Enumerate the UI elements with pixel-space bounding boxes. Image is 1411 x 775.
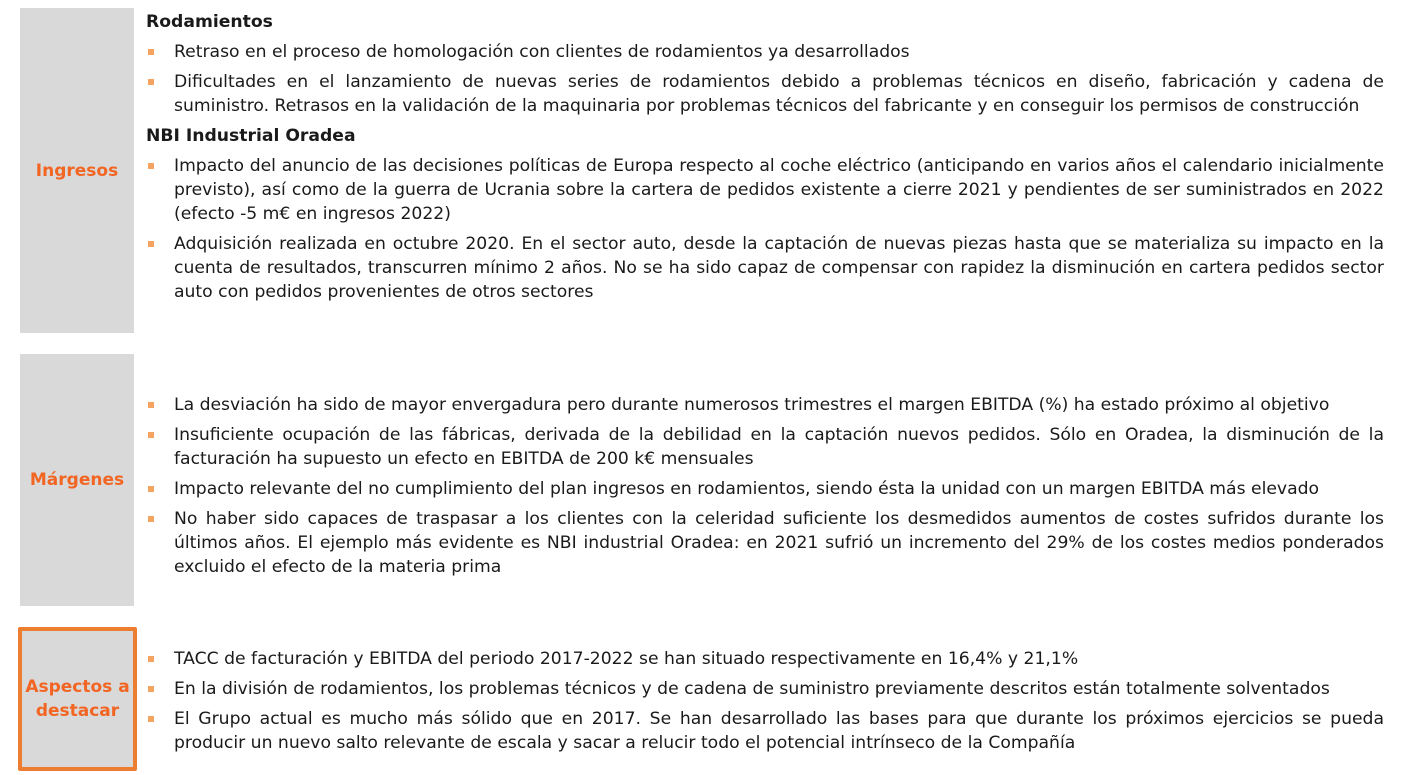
- list-item: Adquisición realizada en octubre 2020. En el sector auto, desde la captación de nuevas piezas hasta que se materializa su impacto en la cuenta de resultados, transcurren mínimo 2 años. No se ha sido capaz de compensar con rapidez la disminución en cartera pedidos sector auto con pedidos provenientes de otros sectores: [146, 232, 1384, 304]
- list-item: Insuficiente ocupación de las fábricas, derivada de la debilidad en la captación nuevos pedidos. Sólo en Oradea, la disminución de la facturación ha supuesto un efecto en EBITDA de 200 k€ mensuales: [146, 423, 1384, 471]
- square-bullet-icon: [148, 402, 154, 408]
- list-item: En la división de rodamientos, los problemas técnicos y de cadena de suministro previamente descritos están totalmente solventados: [146, 677, 1384, 701]
- list-item: TACC de facturación y EBITDA del periodo 2017-2022 se han situado respectivamente en 16,4% y 21,1%: [146, 647, 1384, 671]
- square-bullet-icon: [148, 486, 154, 492]
- rodamientos-heading: Rodamientos: [146, 12, 273, 32]
- list-item: Impacto relevante del no cumplimiento del plan ingresos en rodamientos, siendo ésta la unidad con un margen EBITDA más elevado: [146, 477, 1384, 501]
- list-item: La desviación ha sido de mayor envergadura pero durante numerosos trimestres el margen EBITDA (%) ha estado próximo al objetivo: [146, 393, 1384, 417]
- margenes-label: Márgenes: [29, 470, 125, 490]
- aspectos-content: [146, 647, 1384, 761]
- square-bullet-icon: [148, 163, 154, 169]
- list-item: Impacto del anuncio de las decisiones políticas de Europa respecto al coche eléctrico (anticipando en varios años el calendario inicialmente previsto), así como de la guerra de Ucrania sobre la cartera de pedidos existente a cierre 2021 y pendientes de ser suministrados en 2022 (efecto -5 m€ en ingresos 2022): [146, 154, 1384, 226]
- square-bullet-icon: [148, 656, 154, 662]
- margenes-label-box: [20, 354, 134, 606]
- ingresos-label: Ingresos: [35, 160, 119, 181]
- square-bullet-icon: [148, 241, 154, 247]
- square-bullet-icon: [148, 516, 154, 522]
- square-bullet-icon: [148, 49, 154, 55]
- margenes-list: [146, 393, 1384, 579]
- aspectos-label: Aspectos a destacar: [25, 677, 130, 721]
- list-item: El Grupo actual es mucho más sólido que en 2017. Se han desarrollado las bases para que durante los próximos ejercicios se pueda producir un nuevo salto relevante de escala y sacar a relucir todo el potencial intrínseco de la Compañía: [146, 707, 1384, 755]
- square-bullet-icon: [148, 716, 154, 722]
- ingresos-content: [146, 10, 1384, 310]
- square-bullet-icon: [148, 686, 154, 692]
- margenes-content: [146, 393, 1384, 585]
- nbi-heading: NBI Industrial Oradea: [146, 126, 356, 146]
- aspectos-label-box: [18, 627, 137, 771]
- list-item: Dificultades en el lanzamiento de nuevas series de rodamientos debido a problemas técnicos en diseño, fabricación y cadena de suministro. Retrasos en la validación de la maquinaria por problemas técnicos del fabricante y en conseguir los permisos de construcción: [146, 70, 1384, 118]
- square-bullet-icon: [148, 432, 154, 438]
- rodamientos-list: [146, 40, 1384, 118]
- list-item: Retraso en el proceso de homologación con clientes de rodamientos ya desarrollados: [146, 40, 1384, 64]
- square-bullet-icon: [148, 79, 154, 85]
- list-item: No haber sido capaces de traspasar a los clientes con la celeridad suficiente los desmedidos aumentos de costes sufridos durante los últimos años. El ejemplo más evidente es NBI industrial Oradea: en 2021 sufrió un incremento del 29% de los costes medios ponderados excluido el efecto de la materia prima: [146, 507, 1384, 579]
- nbi-list: [146, 154, 1384, 304]
- aspectos-list: [146, 647, 1384, 755]
- ingresos-label-box: [20, 8, 134, 333]
